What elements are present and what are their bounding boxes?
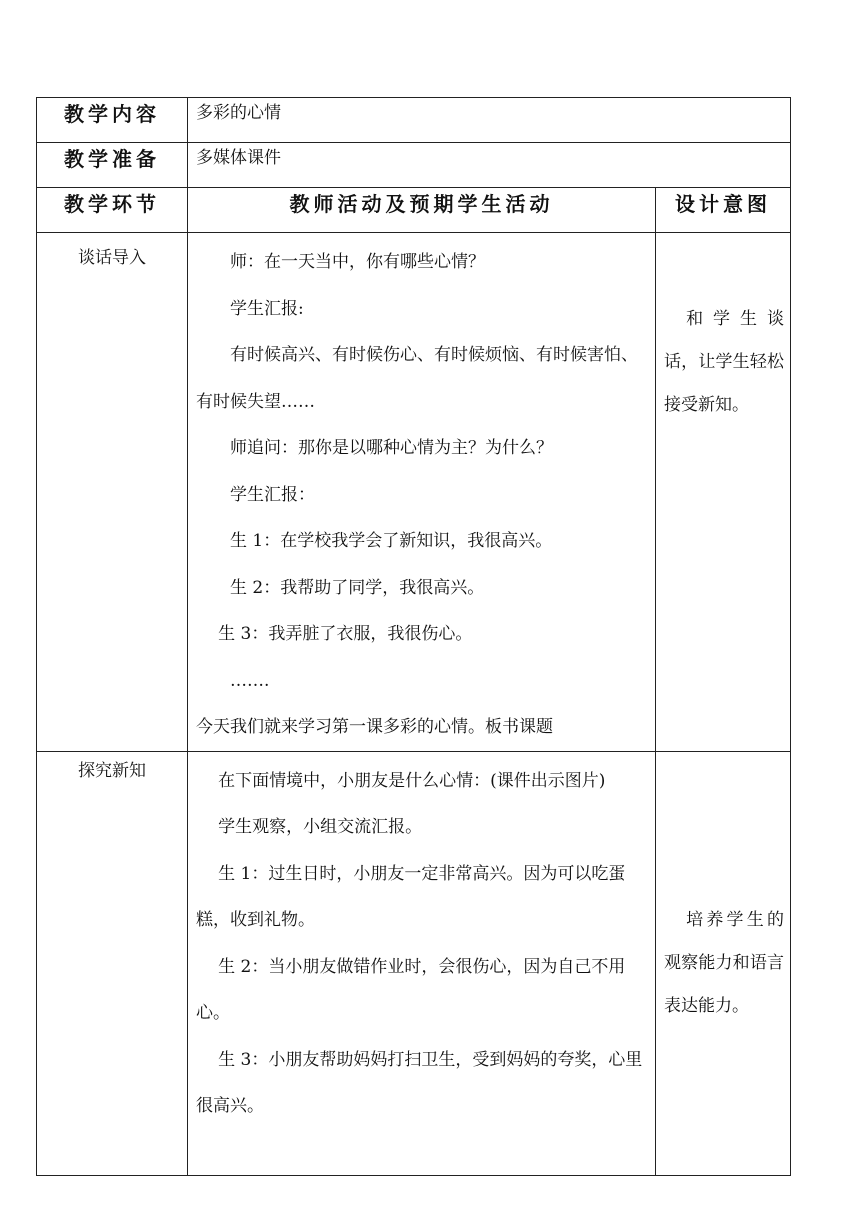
activity-line: 生 3：我弄脏了衣服，我很伤心。 bbox=[218, 624, 473, 644]
intent-text: 和学生谈话，让学生轻松接受新知。 bbox=[664, 309, 784, 415]
activity-line: 师追问：那你是以哪种心情为主？为什么？ bbox=[230, 438, 553, 458]
intent-header: 设计意图 bbox=[656, 188, 791, 233]
content-row bbox=[37, 98, 791, 143]
activity-line: 有时候高兴、有时候伤心、有时候烦恼、有时候害怕、有时候失望…… bbox=[196, 345, 638, 412]
activity-line: 学生汇报: bbox=[230, 298, 304, 319]
activity-line: ……. bbox=[230, 670, 270, 691]
content-value: 多彩的心情 bbox=[188, 98, 791, 143]
activity-line: 今天我们就来学习第一课多彩的心情。板书课题 bbox=[196, 717, 553, 737]
section-intro-row bbox=[37, 233, 791, 752]
activity-line: 生 1：过生日时，小朋友一定非常高兴。因为可以吃蛋糕，收到礼物。 bbox=[196, 863, 626, 930]
activity-line: 生 2：我帮助了同学，我很高兴。 bbox=[230, 577, 485, 598]
intent-cell bbox=[656, 751, 791, 1175]
activity-cell bbox=[188, 233, 656, 752]
activity-line: 学生观察，小组交流汇报。 bbox=[218, 817, 423, 837]
intent-cell bbox=[656, 233, 791, 752]
prep-label: 教学准备 bbox=[37, 143, 188, 188]
activity-line: 生 1：在学校我学会了新知识，我很高兴。 bbox=[230, 531, 553, 551]
activity-line: 在下面情境中，小朋友是什么心情：(课件出示图片) bbox=[218, 770, 606, 791]
content-label: 教学内容 bbox=[37, 98, 188, 143]
stage-name: 谈话导入 bbox=[37, 233, 188, 752]
stage-name: 探究新知 bbox=[37, 751, 188, 1175]
column-header-row bbox=[37, 188, 791, 233]
stage-header: 教学环节 bbox=[37, 188, 188, 233]
activity-line: 生 2：当小朋友做错作业时，会很伤心，因为自己不用心。 bbox=[196, 956, 626, 1023]
activity-header: 教师活动及预期学生活动 bbox=[188, 188, 656, 233]
activity-cell bbox=[188, 751, 656, 1175]
intent-text: 培养学生的观察能力和语言表达能力。 bbox=[664, 909, 784, 1016]
prep-value: 多媒体课件 bbox=[188, 143, 791, 188]
lesson-plan-table bbox=[36, 97, 791, 1176]
prep-row bbox=[37, 143, 791, 188]
activity-line: 师：在一天当中，你有哪些心情？ bbox=[230, 252, 485, 272]
activity-line: 生 3：小朋友帮助妈妈打扫卫生，受到妈妈的夸奖，心里很高兴。 bbox=[196, 1049, 643, 1116]
section-explore-row bbox=[37, 751, 791, 1175]
activity-line: 学生汇报： bbox=[230, 484, 315, 505]
